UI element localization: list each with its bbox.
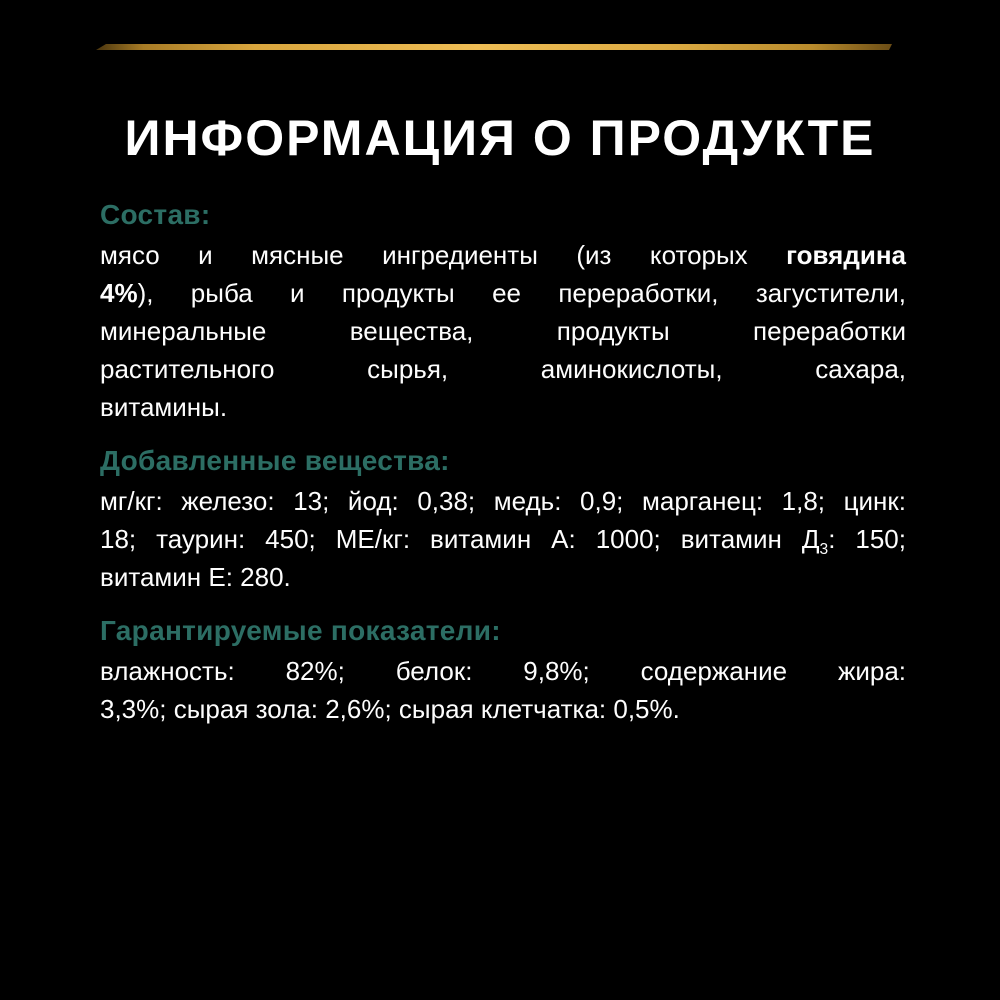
text-line xyxy=(100,520,906,558)
text-line: растительного сырья, аминокислоты, сахара, xyxy=(100,354,906,384)
guaranteed-heading: Гарантируемые показатели: xyxy=(100,615,501,646)
bold-text: 4% xyxy=(100,278,138,308)
text-line xyxy=(100,236,906,274)
text-line: 3,3%; сырая зола: 2,6%; сырая клетчатка: 0,5%. xyxy=(100,694,680,724)
body-text: ), рыба и продукты ее переработки, загустители, xyxy=(137,278,906,308)
body-text: : 150; xyxy=(828,524,906,554)
text-line: минеральные вещества, продукты переработки xyxy=(100,316,906,346)
additives-section xyxy=(100,444,906,596)
subscript-text: 3 xyxy=(819,541,829,559)
guaranteed-text xyxy=(100,652,906,728)
text-line: витамин Е: 280. xyxy=(100,562,291,592)
product-info-content xyxy=(100,198,906,728)
body-text: 18; таурин: 450; МЕ/кг: витамин А: 1000; витамин Д xyxy=(100,524,820,554)
text-line: витамины. xyxy=(100,392,228,422)
body-text: мясо и мясные ингредиенты (из которых xyxy=(100,240,787,270)
text-line: мг/кг: железо: 13; йод: 0,38; медь: 0,9; марганец: 1,8; цинк: xyxy=(100,486,906,516)
page-title: ИНФОРМАЦИЯ О ПРОДУКТЕ xyxy=(124,109,876,166)
text-line xyxy=(100,274,906,312)
composition-text xyxy=(100,236,906,426)
bold-text: говядина xyxy=(786,240,906,270)
additives-heading: Добавленные вещества: xyxy=(100,445,450,476)
composition-section xyxy=(100,198,906,426)
guaranteed-section xyxy=(100,614,906,728)
text-line: влажность: 82%; белок: 9,8%; содержание жира: xyxy=(100,656,906,686)
additives-text xyxy=(100,482,906,596)
composition-heading: Состав: xyxy=(100,199,211,230)
gold-divider xyxy=(96,44,892,50)
